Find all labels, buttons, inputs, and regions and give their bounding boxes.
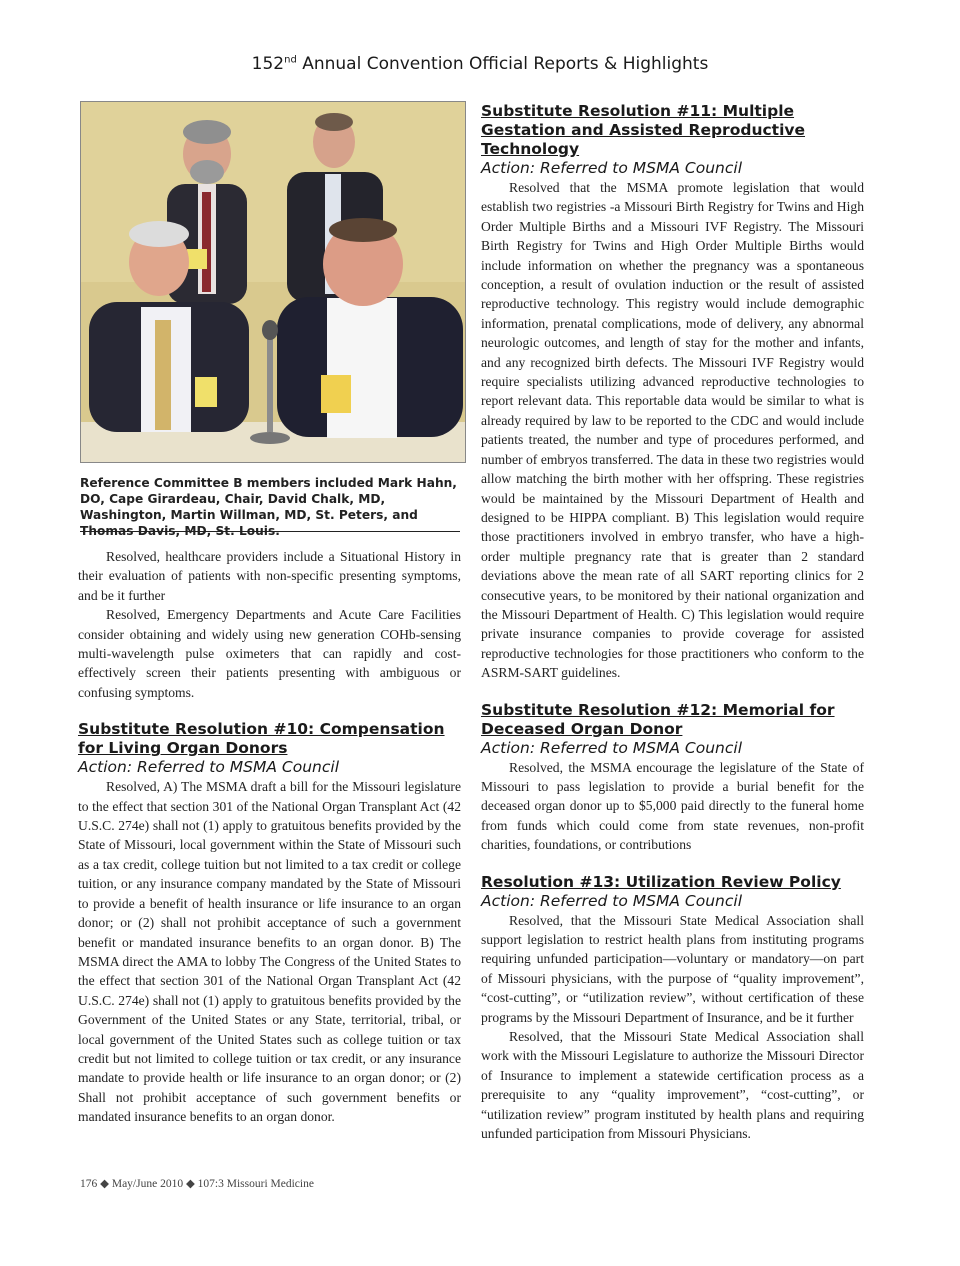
resolution-10-title: Substitute Resolution #10: Compensation for Living Organ Donors [78, 720, 445, 758]
page-header [0, 54, 960, 74]
caption-divider [80, 531, 460, 532]
resolution-13-body: Resolved, that the Missouri State Medical Association shall work with the Missouri Legislature to authorize the Missouri Director of Insurance to implement a statewide certification process as a prerequisite to any “quality improvement”, “cost-cutting”, or “utilization review” program instituted by health plans and requiring unfunded participation from Missouri Physicians. [481, 1029, 864, 1142]
resolution-13-body: Resolved, that the Missouri State Medical Association shall support legislation to restrict health plans from instituting programs requiring unfunded participation—voluntary or mandatory—on part of Missouri physicians, with the purpose of “quality improvement”, “cost-cutting”, or “utilization review”, without certification of these programs by the Missouri Department of Insurance, and be it further [481, 912, 864, 1025]
resolution-12-body: Resolved, the MSMA encourage the legislature of the State of Missouri to pass legislation to provide a burial benefit for the deceased organ donor up to $5,000 paid directly to the funeral home from funds which could come from state revenues, non-profit charities, foundations, or contributions [481, 759, 864, 853]
header-ordinal: nd [284, 54, 297, 66]
resolution-11-action: Action: Referred to MSMA Council [481, 159, 743, 177]
resolution-10-body: Resolved, A) The MSMA draft a bill for the Missouri legislature to the effect that section 301 of the National Organ Transplant Act (42 U.S.C. 274e) shall not (1) apply to gratuitous benefits provided by the State of Missouri, local government within the State of Missouri such as a tax credit, college tuition but not limited to a tax credit or college tuition, or any insurance company mandated by the State of Missouri to provide a benefit of health insurance or life insurance to an organ donor; or (2) shall not prohibit acceptance of such a government benefit or mandated insurance benefits to an organ donor. B) The MSMA direct the AMA to lobby The Congress of the United States to the effect that section 301 of the National Organ Transplant Act (42 U.S.C. 274e) shall not (1) apply to gratuitous benefits provided by the Government of the United States or any State, territorial, tribal, or local government of the United States such as college tuition or tax credit but not limited to college tuition or tax credit, or any insurance mandate to provide health or life insurance to an organ donor; or (2) Shall not prohibit acceptance of such government benefits or mandated insurance benefits to an organ donor. [78, 779, 461, 1125]
committee-photo [80, 101, 466, 463]
photo-caption: Reference Committee B members included Mark Hahn, DO, Cape Girardeau, Chair, David Chalk, MD, Washington, Martin Willman, MD, St. Peters, and Thomas Davis, MD, St. Louis. [80, 476, 457, 538]
body-paragraph: Resolved, healthcare providers include a Situational History in their evaluation of patients with non-specific presenting symptoms, and be it further [78, 549, 461, 603]
resolution-11-body: Resolved that the MSMA promote legislation that would establish two registries -a Missouri Birth Registry for Twins and High Order Multiple Births and a Missouri IVF Registry. The Missouri Birth Registry for Twins and High Order Multiple Births would include information on whether the pregnancy was a spontaneous conception, a result of ovulation induction or the result of assisted reproductive technology. This registry would include demographic information, prenatal complications, mode of delivery, any abnormal neurologic outcomes, and length of stay for the mother and infants, and any recognized birth defects. The Missouri IVF Registry would require specialists utilizing advanced reproductive technologies to report relevant data. This reportable data would be similar to what is already required by law to be reported to the CDC and would include patients treated, the number and type of procedures performed, and number of embryos transferred. The data in these two registries would allow matching the birth mother with her offspring. These registries would be maintained by the Missouri Department of Health and designed to be HIPPA compliant. B) This legislation would require those practitioners involved in embryo transfer, who have a high-order multiple pregnancy rate that is greater than 2 standard deviations above the mean rate of all SART reporting clinics for 2 consecutive years, to be monitored by their national organization and the Missouri Department of Health. C) This legislation would require private insurance companies to provide coverage for assisted reproductive technologies for those practitioners who conform to the ASRM-SART guidelines. [481, 180, 864, 681]
header-title: Annual Convention Official Reports & Highlights [296, 54, 709, 74]
resolution-10-action: Action: Referred to MSMA Council [78, 758, 340, 777]
resolution-13-action: Action: Referred to MSMA Council [481, 891, 743, 910]
resolution-12-action: Action: Referred to MSMA Council [481, 738, 743, 757]
header-number: 152 [251, 54, 285, 74]
resolution-13-title: Resolution #13: Utilization Review Policy [481, 872, 841, 891]
body-paragraph: Resolved, Emergency Departments and Acute Care Facilities consider obtaining and widely using new generation COHb-sensing multi-wavelength pulse oximeters that can rapidly and cost-effectively screen their patients presenting with ambiguous or confusing symptoms. [78, 607, 461, 700]
resolution-12-title: Substitute Resolution #12: Memorial for Deceased Organ Donor [481, 700, 835, 738]
right-column [481, 102, 864, 1143]
page-footer: 176 ◆ May/June 2010 ◆ 107:3 Missouri Medicine [80, 1178, 314, 1190]
left-column [78, 547, 461, 1127]
resolution-11-title: Substitute Resolution #11: Multiple Gestation and Assisted Reproductive Technology [481, 102, 806, 158]
